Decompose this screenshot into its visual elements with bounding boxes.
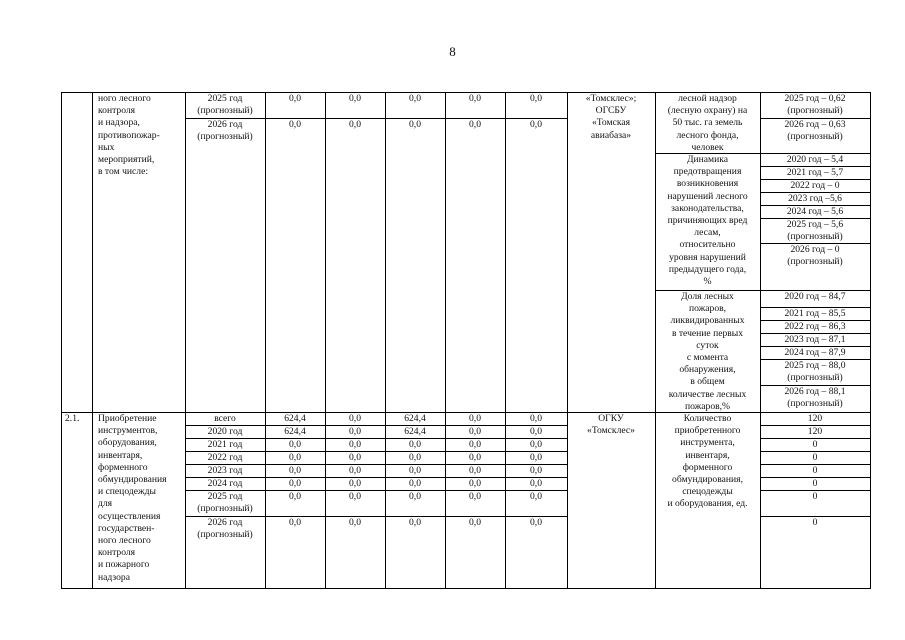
value-cell: 0,0	[530, 413, 542, 424]
value-cell: 0,0	[469, 119, 481, 130]
row-number: 2.1.	[65, 413, 80, 424]
value-cell: 0,0	[469, 478, 481, 489]
indicator-value: 120	[807, 426, 823, 437]
value-cell: 0,0	[349, 426, 361, 437]
value-cell: 0,0	[530, 93, 542, 104]
indicator-name: лесной надзор (лесную охрану) на 50 тыс. га земель лесного фонда, человек	[667, 93, 748, 153]
value-cell: 0,0	[409, 452, 421, 463]
indicator-value: 2026 год – 88,1 (прогнозный)	[784, 386, 846, 410]
value-cell: 0,0	[530, 426, 542, 437]
indicator-value: 2025 год – 5,6 (прогнозный)	[786, 219, 844, 243]
column-divider	[265, 92, 266, 589]
value-cell: 0,0	[349, 478, 361, 489]
value-cell: 0,0	[289, 517, 301, 528]
value-cell: 0,0	[469, 93, 481, 104]
column-divider	[445, 92, 446, 589]
value-cell: 0,0	[349, 119, 361, 130]
indicator-value: 0	[812, 452, 818, 463]
value-cell: 0,0	[349, 517, 361, 528]
indicator-value: 2020 год – 84,7	[784, 291, 846, 302]
value-cell: 0,0	[289, 452, 301, 463]
indicator-value: 2021 год – 85,5	[784, 308, 846, 319]
indicator-value: 120	[807, 413, 823, 424]
indicator-name: Доля лесных пожаров, ликвидированных в течение первых суток с момента обнаружения, в общем количестве лесных пожаров,%	[668, 291, 747, 412]
indicator-value: 0	[812, 491, 818, 502]
value-cell: 0,0	[469, 517, 481, 528]
value-cell: 0,0	[289, 93, 301, 104]
indicator-value: 0	[812, 439, 818, 450]
value-cell: 0,0	[349, 413, 361, 424]
value-cell: 0,0	[409, 93, 421, 104]
value-cell: 0,0	[530, 478, 542, 489]
year-cell: 2022 год	[207, 452, 243, 463]
column-divider	[61, 92, 62, 589]
indicator-value: 2023 год –5,6	[788, 193, 842, 204]
value-cell: 0,0	[409, 517, 421, 528]
column-divider	[505, 92, 506, 589]
page-number: 8	[449, 44, 456, 59]
value-cell: 0,0	[530, 465, 542, 476]
year-cell: 2026 год (прогнозный)	[197, 119, 253, 143]
value-cell: 0,0	[469, 426, 481, 437]
value-cell: 0,0	[289, 465, 301, 476]
indicator-value: 2022 год – 0	[790, 180, 840, 191]
year-cell: 2021 год	[207, 439, 243, 450]
indicator-value: 2021 год – 5,7	[786, 167, 844, 178]
executor-cell: ОГКУ «Томсклес»	[587, 413, 635, 437]
indicator-value: 0	[812, 517, 818, 528]
value-cell: 0,0	[289, 119, 301, 130]
value-cell: 0,0	[409, 491, 421, 502]
column-divider	[92, 92, 93, 589]
value-cell: 0,0	[349, 452, 361, 463]
year-cell: 2026 год (прогнозный)	[197, 517, 253, 541]
year-cell: 2023 год	[207, 465, 243, 476]
value-cell: 0,0	[409, 119, 421, 130]
indicator-value: 2024 год – 5,6	[786, 206, 844, 217]
table-bottom-border	[61, 588, 871, 589]
indicator-value: 2025 год – 0,62 (прогнозный)	[784, 93, 846, 117]
measure-name: Приобретение инструментов, оборудования, инвентаря, форменного обмундирования и спецодежды для осуществления государствен- ного лесного контроля и пожарного надзора	[98, 413, 167, 583]
value-cell: 0,0	[349, 491, 361, 502]
value-cell: 0,0	[530, 491, 542, 502]
value-cell: 624,4	[404, 426, 426, 437]
value-cell: 0,0	[289, 439, 301, 450]
indicator-value: 0	[812, 465, 818, 476]
value-cell: 624,4	[284, 413, 306, 424]
year-cell: 2025 год (прогнозный)	[197, 491, 253, 515]
value-cell: 0,0	[349, 439, 361, 450]
executor-cell: «Томсклес»; ОГСБУ «Томская авиабаза»	[585, 93, 637, 141]
value-cell: 0,0	[349, 465, 361, 476]
year-cell: 2020 год	[207, 426, 243, 437]
value-cell: 624,4	[404, 413, 426, 424]
value-cell: 0,0	[289, 491, 301, 502]
year-cell: 2025 год (прогнозный)	[197, 93, 253, 117]
value-cell: 0,0	[469, 439, 481, 450]
indicator-value: 2022 год – 86,3	[784, 321, 846, 332]
indicator-value: 2020 год – 5,4	[786, 154, 844, 165]
indicator-value: 2025 год – 88,0 (прогнозный)	[784, 360, 846, 384]
value-cell: 0,0	[409, 465, 421, 476]
value-cell: 0,0	[469, 491, 481, 502]
value-cell: 0,0	[289, 478, 301, 489]
value-cell: 0,0	[530, 119, 542, 130]
indicator-value: 0	[812, 478, 818, 489]
column-divider	[870, 92, 871, 589]
value-cell: 0,0	[409, 478, 421, 489]
measure-name: ного лесного контроля и надзора, противопожар- ных мероприятий, в том числе:	[98, 93, 160, 178]
value-cell: 0,0	[469, 465, 481, 476]
indicator-value: 2024 год – 87,9	[784, 347, 846, 358]
value-cell: 0,0	[469, 413, 481, 424]
value-cell: 0,0	[530, 439, 542, 450]
value-cell: 0,0	[349, 93, 361, 104]
value-cell: 0,0	[469, 452, 481, 463]
year-cell: всего	[214, 413, 236, 424]
indicator-value: 2026 год – 0,63 (прогнозный)	[784, 119, 846, 143]
column-divider	[567, 92, 568, 589]
indicator-name: Количество приобретенного инструмента, инвентаря, форменного обмундирования, спецодежды и оборудования, ед.	[667, 413, 748, 510]
value-cell: 624,4	[284, 426, 306, 437]
column-divider	[325, 92, 326, 589]
indicator-name: Динамика предотвращения возникновения нарушений лесного законодательства, причиняющих вред лесам, относительно уровня нарушений предыдущего года, %	[667, 154, 748, 288]
indicator-value: 2026 год – 0 (прогнозный)	[787, 244, 843, 268]
year-cell: 2024 год	[207, 478, 243, 489]
indicator-value: 2023 год – 87,1	[784, 334, 846, 345]
value-cell: 0,0	[530, 452, 542, 463]
value-cell: 0,0	[530, 517, 542, 528]
value-cell: 0,0	[409, 439, 421, 450]
column-divider	[385, 92, 386, 589]
